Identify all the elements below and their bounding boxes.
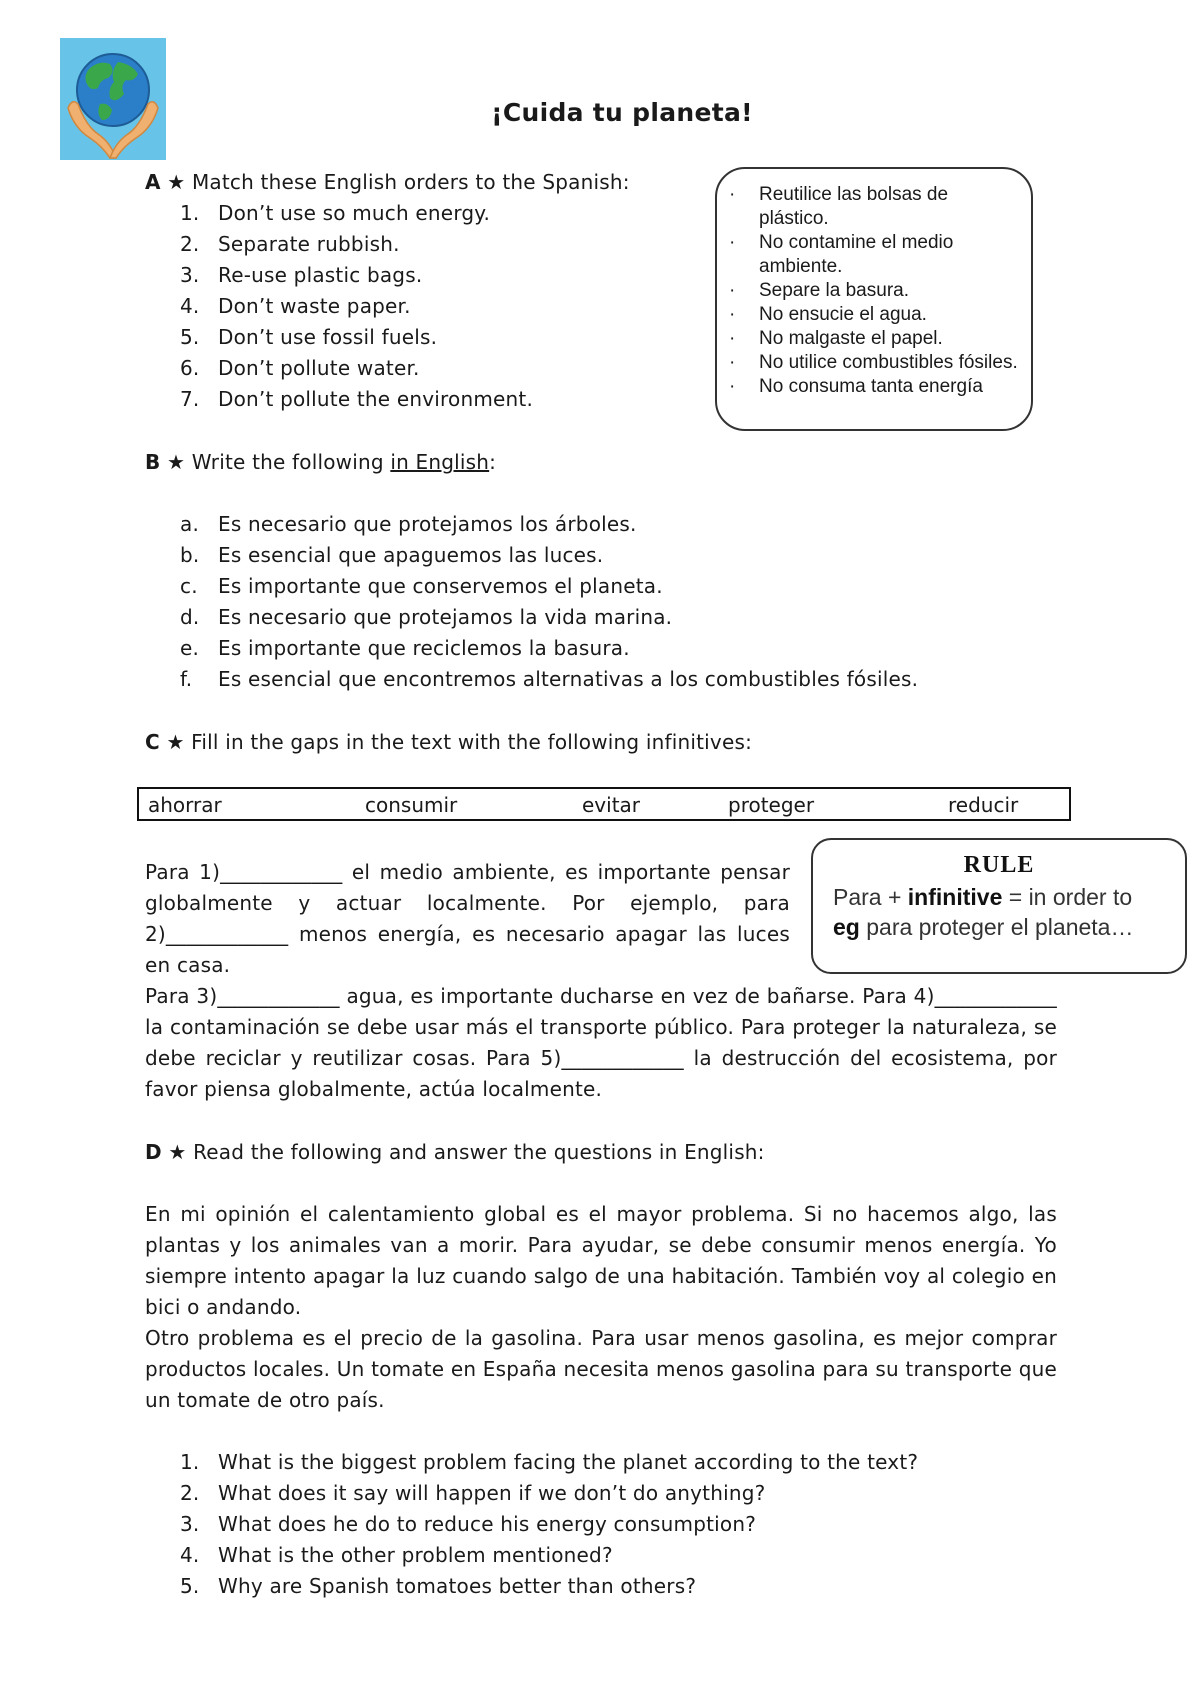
list-item: 1. What is the biggest problem facing the planet according to the text? — [180, 1450, 919, 1474]
rule-box — [811, 838, 1187, 974]
list-item: 2. What does it say will happen if we don’t do anything? — [180, 1481, 766, 1505]
section-b-heading — [145, 447, 496, 478]
star-icon: ★ — [168, 1140, 187, 1164]
list-item: · No malgaste el papel. — [729, 328, 943, 349]
section-a-letter: A — [145, 170, 161, 194]
spanish-orders-list — [729, 183, 1021, 399]
list-item: 5. Why are Spanish tomatoes better than others? — [180, 1574, 697, 1598]
word-bank-item: proteger — [728, 793, 815, 817]
section-a-heading — [145, 167, 630, 198]
list-item: · No ensucie el agua. — [729, 304, 927, 325]
section-a-instruction: Match these English orders to the Spanish: — [191, 170, 630, 194]
rule-title: RULE — [963, 852, 1035, 878]
list-item: · Reutilice las bolsas de plástico. — [729, 184, 949, 229]
gap-fill-paragraph-1: Para 1)____________ el medio ambiente, es importante pensar globalmente y actuar localmente. Por ejemplo, para 2)____________ menos energía, es necesario apagar las luces en casa. — [145, 860, 790, 977]
rule-line-2: eg para proteger el planeta… — [833, 914, 1134, 940]
list-item: a. Es necesario que protejamos los árboles. — [180, 512, 637, 536]
section-d-questions — [145, 1447, 918, 1602]
section-b-list — [145, 509, 918, 695]
star-icon: ★ — [167, 170, 186, 194]
section-c-letter: C — [145, 730, 160, 754]
word-bank-item: reducir — [948, 793, 1019, 817]
spanish-orders-box — [715, 167, 1033, 431]
star-icon: ★ — [166, 730, 185, 754]
word-bank-item: evitar — [582, 793, 641, 817]
list-item: d. Es necesario que protejamos la vida marina. — [180, 605, 673, 629]
reading-paragraph-1: En mi opinión el calentamiento global es el mayor problema. Si no hacemos algo, las plantas y los animales van a morir. Para ayudar, se debe consumir menos energía. Yo siempre intento apagar la luz cuando salgo de una habitación. También voy al colegio en bici o andando. — [145, 1202, 1057, 1319]
list-item: f. Es esencial que encontremos alternativas a los combustibles fósiles. — [180, 667, 919, 691]
list-item: c. Es importante que conservemos el planeta. — [180, 574, 663, 598]
list-item: 1. Don’t use so much energy. — [180, 201, 491, 225]
list-item: 5. Don’t use fossil fuels. — [180, 325, 438, 349]
list-item: e. Es importante que reciclemos la basura. — [180, 636, 630, 660]
rule-line-1: Para + infinitive = in order to — [833, 884, 1133, 910]
list-item: b. Es esencial que apaguemos las luces. — [180, 543, 604, 567]
section-a-english-list — [145, 198, 533, 415]
list-item: · Separe la basura. — [729, 280, 909, 301]
page-title: ¡Cuida tu planeta! — [491, 98, 753, 127]
section-b-letter: B — [145, 450, 161, 474]
list-item: 3. What does he do to reduce his energy consumption? — [180, 1512, 757, 1536]
word-bank-item: consumir — [365, 793, 458, 817]
list-item: 7. Don’t pollute the environment. — [180, 387, 534, 411]
list-item: 6. Don’t pollute water. — [180, 356, 420, 380]
section-d-letter: D — [145, 1140, 162, 1164]
list-item: 2. Separate rubbish. — [180, 232, 400, 256]
gap-fill-paragraph-2: Para 3)____________ agua, es importante ducharse en vez de bañarse. Para 4)____________ la contaminación se debe usar más el transporte público. Para proteger la naturaleza, se debe reciclar y reutilizar cosas. Para 5)____________ la destrucción del ecosistema, por favor piensa globalmente, actúa localmente. — [145, 984, 1057, 1101]
section-b-instruction-underlined: in English — [390, 450, 490, 474]
section-d-instruction: Read the following and answer the questions in English: — [193, 1140, 765, 1164]
list-item: · No utilice combustibles fósiles. — [729, 352, 1018, 373]
star-icon: ★ — [167, 450, 186, 474]
list-item: · No consuma tanta energía — [729, 376, 983, 397]
list-item: · No contamine el medio ambiente. — [729, 232, 954, 277]
section-d-heading — [145, 1137, 765, 1168]
list-item: 3. Re-use plastic bags. — [180, 263, 423, 287]
word-bank-item: ahorrar — [148, 793, 222, 817]
list-item: 4. Don’t waste paper. — [180, 294, 411, 318]
section-c-heading — [145, 727, 752, 758]
reading-paragraph-2: Otro problema es el precio de la gasolina. Para usar menos gasolina, es mejor comprar productos locales. Un tomate en España necesita menos gasolina para su transporte que un tomate de otro país. — [145, 1326, 1057, 1412]
section-b-instruction-colon: : — [489, 450, 497, 474]
word-bank — [137, 787, 1071, 821]
section-c-instruction: Fill in the gaps in the text with the following infinitives: — [191, 730, 753, 754]
list-item: 4. What is the other problem mentioned? — [180, 1543, 613, 1567]
section-b-instruction: Write the following — [191, 450, 384, 474]
